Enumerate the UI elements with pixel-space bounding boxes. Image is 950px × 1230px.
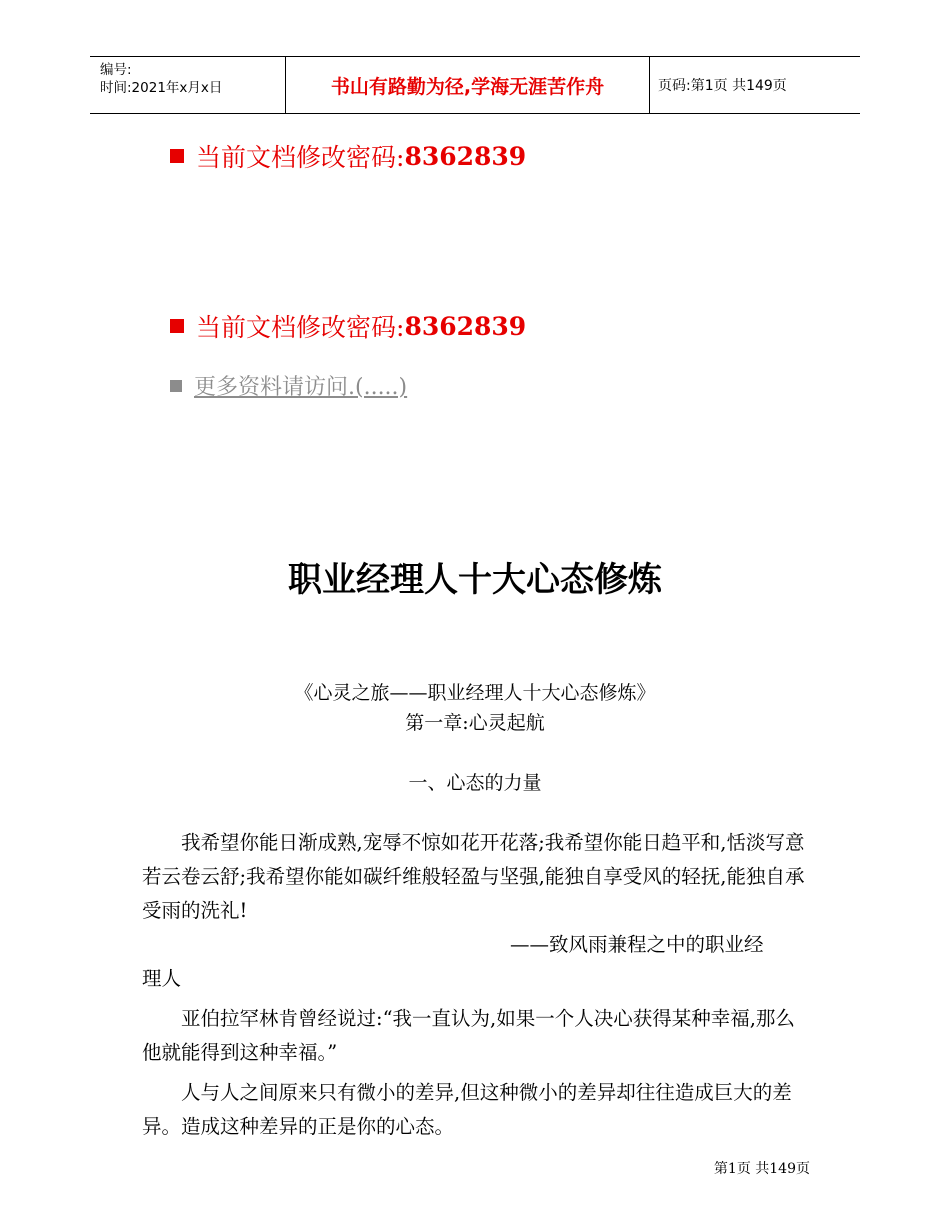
page-header xyxy=(90,56,860,114)
signature-line: 理人 xyxy=(142,967,182,990)
more-resources-link[interactable]: 更多资料请访问.(.....) xyxy=(194,375,408,400)
header-page-number: 页码:第1页 共149页 xyxy=(658,78,787,94)
document-number-label: 编号: xyxy=(100,62,132,78)
header-meta xyxy=(90,57,285,113)
book-title: 《心灵之旅——职业经理人十大心态修炼》 xyxy=(294,682,656,704)
red-square-bullet-icon xyxy=(170,319,184,333)
password-notice xyxy=(170,308,526,344)
document-title: 职业经理人十大心态修炼 xyxy=(288,560,662,600)
signature xyxy=(142,928,814,996)
signature-line: ——致风雨兼程之中的职业经 xyxy=(510,933,764,956)
paragraph: 我希望你能日渐成熟,宠辱不惊如花开花落;我希望你能日趋平和,恬淡写意若云卷云舒;我希望你能如碳纤维般轻盈与坚强,能独自享受风的轻抚,能独自承受雨的洗礼! xyxy=(142,831,805,922)
password-code: 8362839 xyxy=(404,141,527,171)
section-heading: 一、心态的力量 xyxy=(408,772,542,794)
page-footer: 第1页 共149页 xyxy=(713,1161,810,1177)
gray-square-bullet-icon xyxy=(170,380,182,392)
password-code: 8362839 xyxy=(404,311,527,341)
password-notice-label: 当前文档修改密码: xyxy=(196,143,405,172)
password-notice-label: 当前文档修改密码: xyxy=(196,313,405,342)
document-time-label: 时间:2021年x月x日 xyxy=(100,80,223,96)
password-notice xyxy=(170,138,526,174)
header-motto: 书山有路勤为径,学海无涯苦作舟 xyxy=(285,57,650,113)
paragraph: 人与人之间原来只有微小的差异,但这种微小的差异却往往造成巨大的差异。造成这种差异的正是你的心态。 xyxy=(142,1081,792,1138)
more-resources xyxy=(170,370,407,401)
paragraph: 亚伯拉罕林肯曾经说过:“我一直认为,如果一个人决心获得某种幸福,那么他就能得到这种幸福。” xyxy=(142,1007,795,1064)
red-square-bullet-icon xyxy=(170,149,184,163)
chapter-heading: 第一章:心灵起航 xyxy=(405,712,545,734)
document-body xyxy=(142,826,814,1150)
